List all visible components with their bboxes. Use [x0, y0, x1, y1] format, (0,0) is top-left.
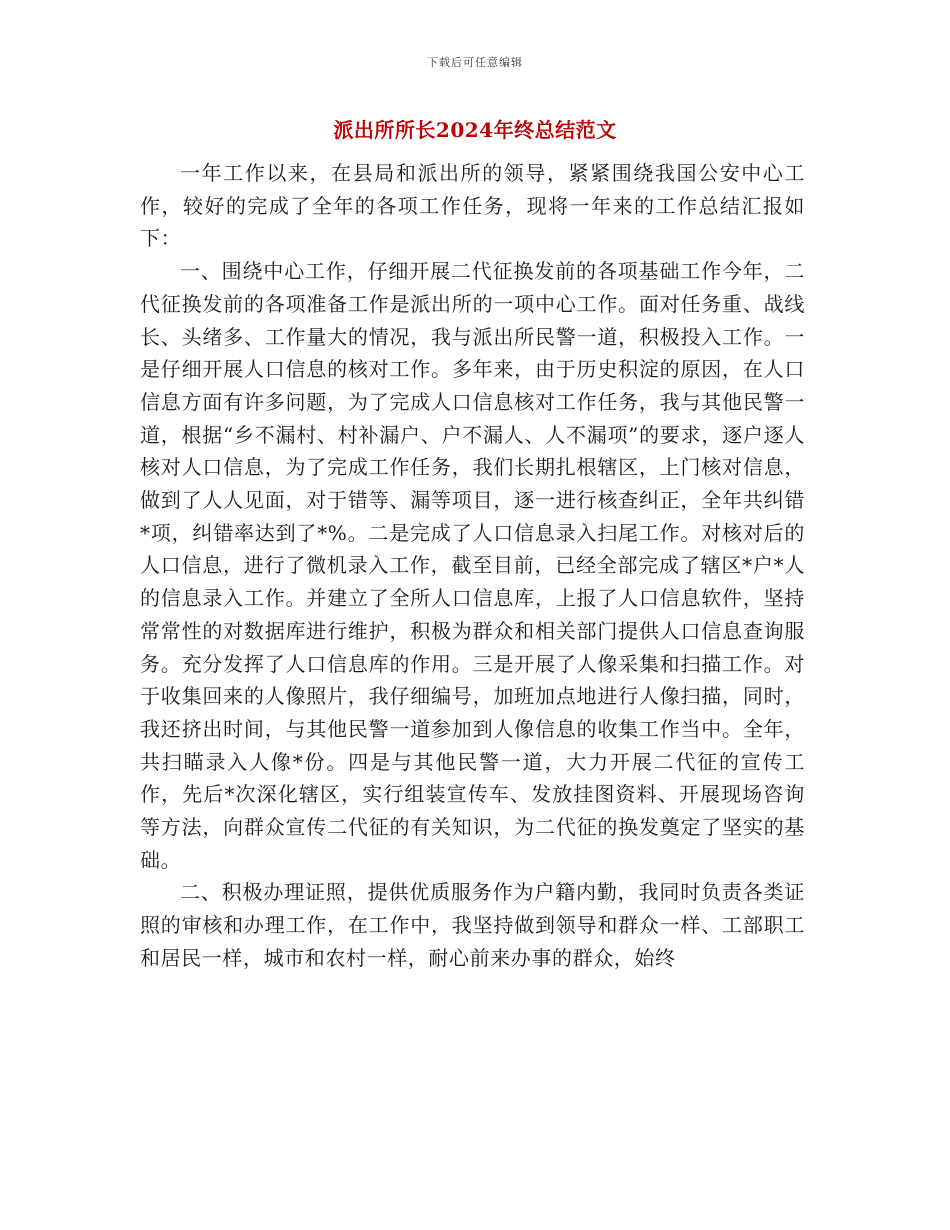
- page-title: 派出所所长2024年终总结范文: [333, 118, 617, 142]
- document-body: [140, 157, 805, 975]
- header-note: 下载后可任意编辑: [427, 56, 523, 69]
- paragraph-section-1: 一、围绕中心工作，仔细开展二代征换发前的各项基础工作今年，二代征换发前的各项准备工作是派出所的一项中心工作。面对任务重、战线长、头绪多、工作量大的情况，我与派出所民警一道，积极投入工作。一是仔细开展人口信息的核对工作。多年来，由于历史积淀的原因，在人口信息方面有许多问题，为了完成人口信息核对工作任务，我与其他民警一道，根据“乡不漏村、村补漏户、户不漏人、人不漏项”的要求，逐户逐人核对人口信息，为了完成工作任务，我们长期扎根辖区，上门核对信息，做到了人人见面，对于错等、漏等项目，逐一进行核查纠正，全年共纠错*项，纠错率达到了*%。二是完成了人口信息录入扫尾工作。对核对后的人口信息，进行了微机录入工作，截至目前，已经全部完成了辖区*户*人的信息录入工作。并建立了全所人口信息库，上报了人口信息软件，坚持常常性的对数据库进行维护，积极为群众和相关部门提供人口信息查询服务。充分发挥了人口信息库的作用。三是开展了人像采集和扫描工作。对于收集回来的人像照片，我仔细编号，加班加点地进行人像扫描，同时，我还挤出时间，与其他民警一道参加到人像信息的收集工作当中。全年，共扫瞄录入人像*份。四是与其他民警一道，大力开展二代征的宣传工作，先后*次深化辖区，实行组装宣传车、发放挂图资料、开展现场咨询等方法，向群众宣传二代征的有关知识，为二代征的换发奠定了坚实的基础。: [140, 259, 805, 872]
- paragraph-intro: 一年工作以来，在县局和派出所的领导，紧紧围绕我国公安中心工作，较好的完成了全年的各项工作任务，现将一年来的工作总结汇报如下：: [140, 161, 805, 251]
- paragraph-section-2: 二、积极办理证照，提供优质服务作为户籍内勤，我同时负责各类证照的审核和办理工作，在工作中，我坚持做到领导和群众一样、工部职工和居民一样，城市和农村一样，耐心前来办事的群众，始终: [140, 880, 805, 970]
